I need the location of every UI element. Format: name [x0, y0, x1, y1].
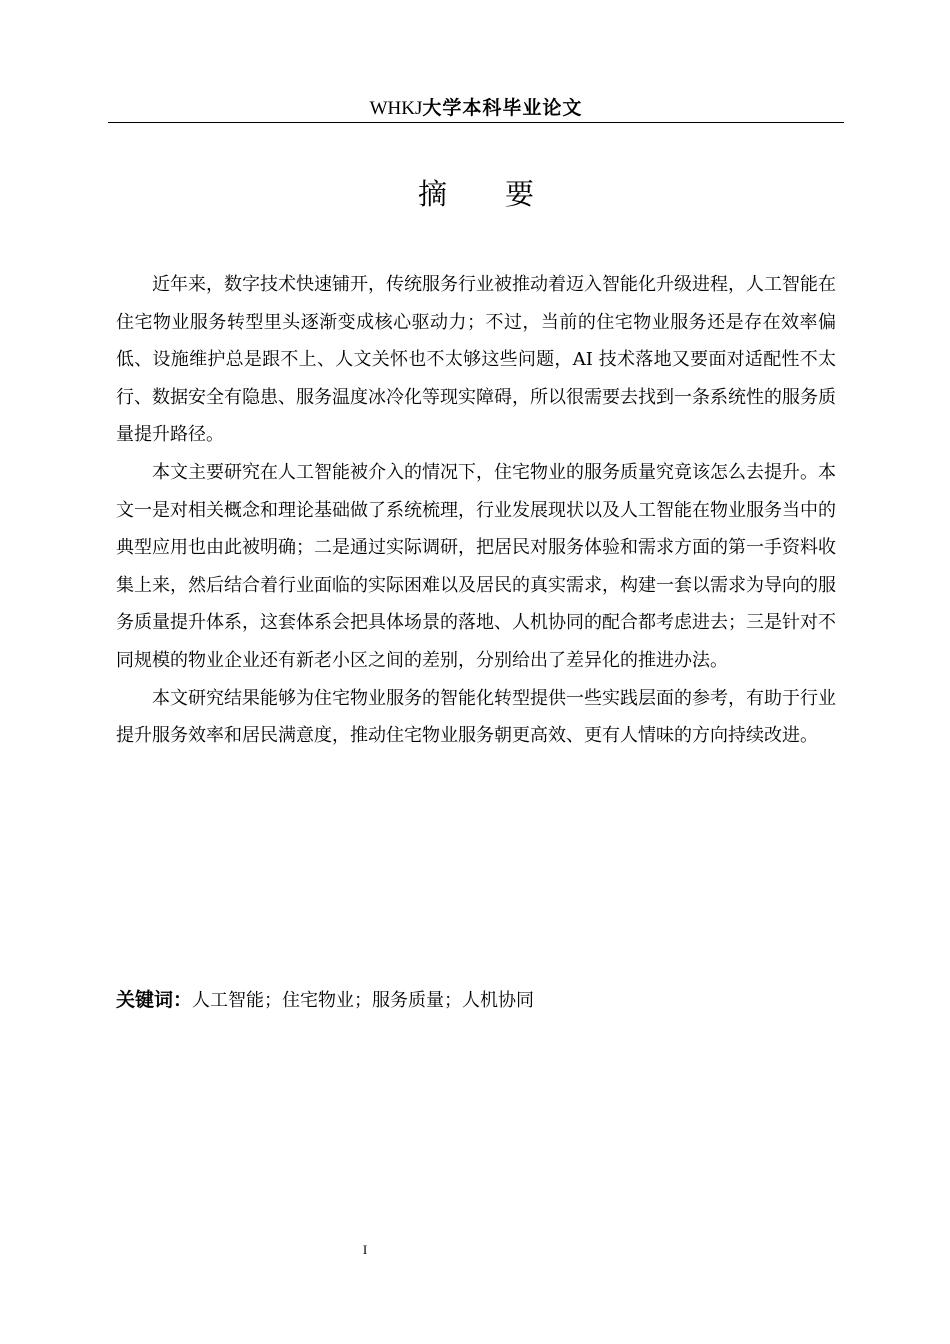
title-char-1: 摘 [417, 177, 447, 211]
page-number: I [362, 1242, 368, 1257]
header-school-code: WHKJ [369, 98, 423, 119]
header-document-type: 大学本科毕业论文 [422, 97, 583, 119]
title-char-2: 要 [505, 177, 535, 211]
keywords-value: 人工智能；住宅物业；服务质量；人机协同 [192, 990, 535, 1011]
abstract-body [116, 266, 836, 755]
keywords-label: 关键词： [116, 989, 193, 1011]
keywords-line [116, 984, 836, 1017]
abstract-paragraph-3: 本文研究结果能够为住宅物业服务的智能化转型提供一些实践层面的参考，有助于行业提升服务效率和居民满意度，推动住宅物业服务朝更高效、更有人情味的方向持续改进。 [116, 687, 836, 747]
running-header [108, 96, 844, 121]
page-title [108, 176, 844, 212]
abstract-paragraph-1: 近年来，数字技术快速铺开，传统服务行业被推动着迈入智能化升级进程，人工智能在住宅物业服务转型里头逐渐变成核心驱动力；不过，当前的住宅物业服务还是存在效率偏低、设施维护总是跟不上、人文关怀也不太够这些问题，AI 技术落地又要面对适配性不太行、数据安全有隐患、服务温度冰冷化等现实障碍，所以很需要去找到一条系统性的服务质量提升路径。 [116, 274, 836, 446]
abstract-paragraph-2: 本文主要研究在人工智能被介入的情况下，住宅物业的服务质量究竟该怎么去提升。本文一是对相关概念和理论基础做了系统梳理，行业发展现状以及人工智能在物业服务当中的典型应用也由此被明确；二是通过实际调研，把居民对服务体验和需求方面的第一手资料收集上来，然后结合着行业面临的实际困难以及居民的真实需求，构建一套以需求为导向的服务质量提升体系，这套体系会把具体场景的落地、人机协同的配合都考虑进去；三是针对不同规模的物业企业还有新老小区之间的差别，分别给出了差异化的推进办法。 [116, 461, 836, 671]
header-rule [108, 122, 844, 123]
